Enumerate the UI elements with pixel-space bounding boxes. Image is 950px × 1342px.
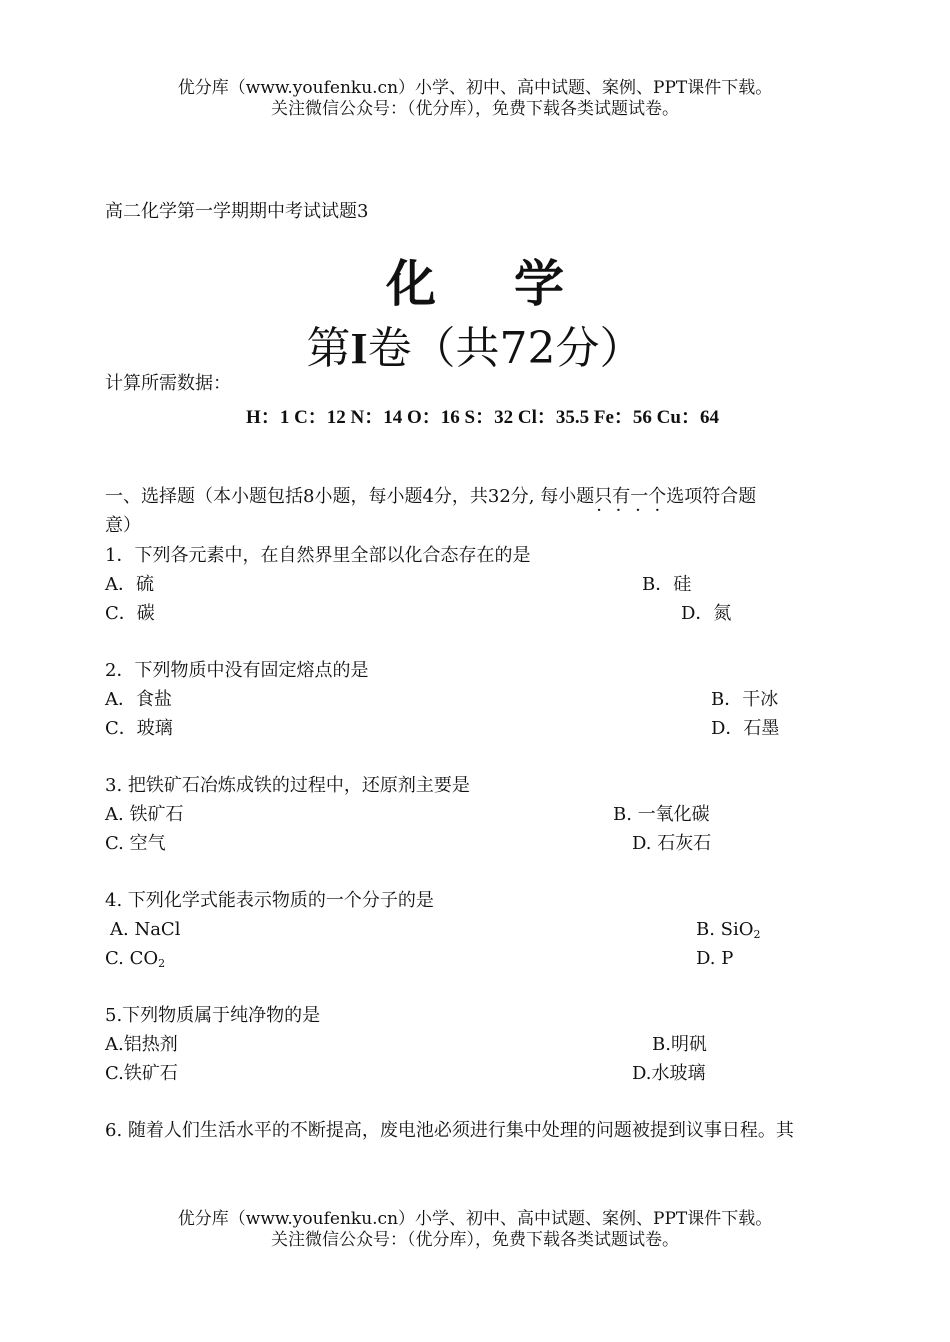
page-header-line1: 优分库（www.youfenku.cn）小学、初中、高中试题、案例、PPT课件下载。 bbox=[177, 78, 773, 98]
option-d: D. 石灰石 bbox=[632, 833, 712, 854]
question-stem: 6. 随着人们生活水平的不断提高，废电池必须进行集中处理的问题被提到议事日程。其 bbox=[105, 1120, 794, 1141]
question-stem: 5.下列物质属于纯净物的是 bbox=[105, 1005, 321, 1026]
option-b: B. 一氧化碳 bbox=[613, 804, 710, 825]
option-a: A.铝热剂 bbox=[105, 1034, 178, 1055]
option-b: B．硅 bbox=[642, 574, 692, 595]
part-title: 第I卷（共72分） bbox=[306, 323, 644, 374]
page-header-line2: 关注微信公众号：（优分库），免费下载各类试题试卷。 bbox=[271, 99, 679, 119]
question-stem: 2．下列物质中没有固定熔点的是 bbox=[105, 660, 369, 681]
option-a: A. NaCl bbox=[110, 919, 181, 940]
exam-subject-line: 高二化学第一学期期中考试试题3 bbox=[105, 201, 369, 222]
question-stem: 4. 下列化学式能表示物质的一个分子的是 bbox=[105, 890, 434, 911]
option-c: C.铁矿石 bbox=[105, 1063, 178, 1084]
option-d: D. P bbox=[696, 948, 734, 969]
option-c: C. 空气 bbox=[105, 833, 166, 854]
page-footer-line1: 优分库（www.youfenku.cn）小学、初中、高中试题、案例、PPT课件下载。 bbox=[177, 1209, 773, 1229]
question-stem: 1．下列各元素中，在自然界里全部以化合态存在的是 bbox=[105, 545, 531, 566]
option-c: C. $CO_2$ bbox=[105, 948, 166, 970]
document-title: 化学 bbox=[386, 255, 642, 313]
option-a: A. 铁矿石 bbox=[105, 804, 184, 825]
option-c: C．碳 bbox=[105, 603, 155, 624]
atomic-masses: H：1 C：12 N：14 O：16 S：32 Cl：35.5 Fe：56 Cu：64 bbox=[246, 407, 719, 428]
option-a: A．硫 bbox=[105, 574, 154, 595]
option-b: B.明矾 bbox=[652, 1034, 707, 1055]
section-intro-cont: 意） bbox=[105, 515, 141, 536]
option-d: D．石墨 bbox=[711, 718, 780, 739]
question-stem: 3. 把铁矿石冶炼成铁的过程中，还原剂主要是 bbox=[105, 775, 470, 796]
option-d: D.水玻璃 bbox=[632, 1063, 706, 1084]
option-b: B．干冰 bbox=[711, 689, 779, 710]
section-intro: 一、选择题（本小题包括8小题，每小题4分，共32分, 每小题只有一个 · · · ·选项符合题 bbox=[105, 486, 756, 508]
option-c: C．玻璃 bbox=[105, 718, 173, 739]
page-footer-line2: 关注微信公众号：（优分库），免费下载各类试题试卷。 bbox=[271, 1230, 679, 1250]
emphasis-dotted-text: 只有一个 · · · · bbox=[594, 486, 666, 507]
option-d: D．氮 bbox=[681, 603, 732, 624]
calc-data-label: 计算所需数据： bbox=[105, 373, 231, 394]
option-b: B. SiO$_2$ bbox=[696, 919, 761, 941]
option-a: A．食盐 bbox=[105, 689, 172, 710]
